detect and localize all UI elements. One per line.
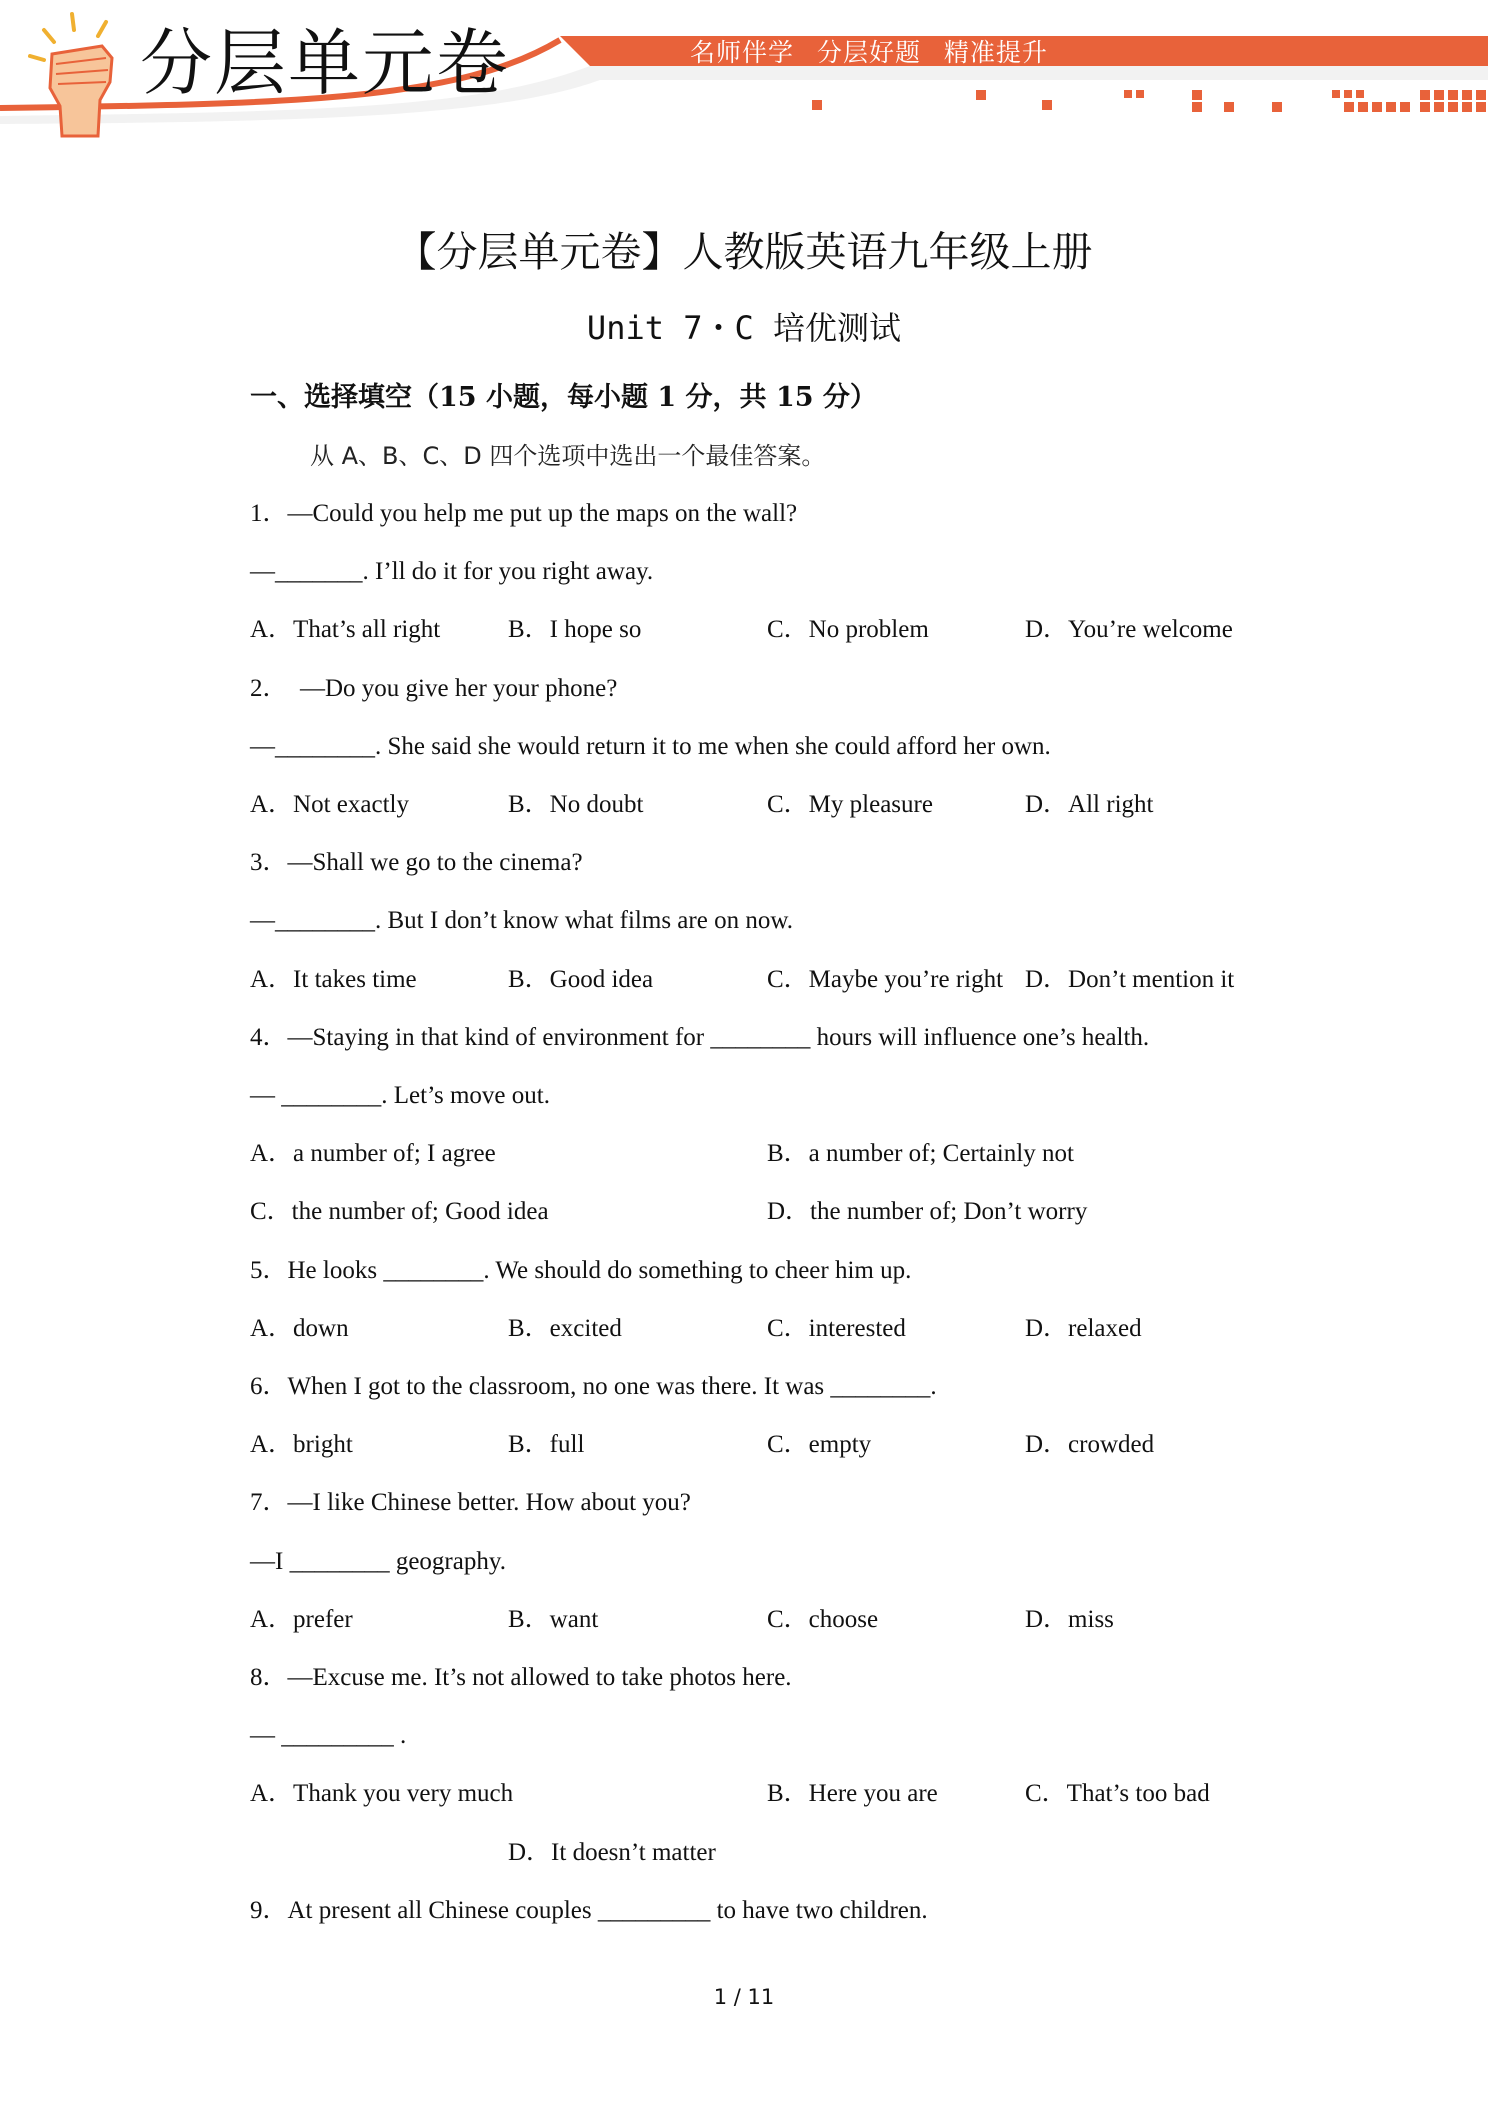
answer-option: C．Maybe you’re right <box>767 966 1004 993</box>
question-line: A．It takes time <box>250 966 417 993</box>
question-line: 2． —Do you give her your phone? <box>250 675 618 702</box>
answer-option: C．No problem <box>767 616 929 643</box>
answer-option: D．relaxed <box>1025 1315 1142 1342</box>
question-line: —I ________ geography. <box>250 1548 506 1575</box>
logo-text: 分层单元卷 <box>140 21 511 105</box>
answer-option: D．crowded <box>1025 1431 1155 1458</box>
question-line: —________. But I don’t know what films are on now. <box>250 907 794 934</box>
question-line: A．down <box>250 1315 349 1342</box>
question-line: 7．—I like Chinese better. How about you? <box>250 1489 691 1516</box>
question-line: A．prefer <box>250 1606 353 1633</box>
answer-option: C．My pleasure <box>767 791 933 818</box>
question-line: — ________. Let’s move out. <box>250 1082 550 1109</box>
fist-logo-icon <box>22 8 132 138</box>
answer-option: C．choose <box>767 1606 879 1633</box>
question-line: —________. She said she would return it to me when she could afford her own. <box>250 733 1051 760</box>
answer-option: C．That’s too bad <box>1025 1780 1210 1807</box>
question-line: 4．—Staying in that kind of environment for ________ hours will influence one’s health. <box>250 1024 1150 1051</box>
document-subtitle: Unit 7・C 培优测试 <box>586 309 902 347</box>
section-instruction: 从 A、B、C、D 四个选项中选出一个最佳答案。 <box>310 442 826 470</box>
answer-option: C．interested <box>767 1315 906 1342</box>
answer-option: B．Here you are <box>767 1780 938 1807</box>
question-line: 5．He looks ________. We should do something to cheer him up. <box>250 1257 912 1284</box>
answer-option: B．a number of; Certainly not <box>767 1140 1074 1167</box>
answer-option: B．want <box>508 1606 599 1633</box>
answer-option: B．Good idea <box>508 966 654 993</box>
question-line: —_______. I’ll do it for you right away. <box>250 558 654 585</box>
question-line: — _________ . <box>250 1722 407 1749</box>
question-line: A．a number of; I agree <box>250 1140 496 1167</box>
section-heading: 一、选择填空（15 小题，每小题 1 分，共 15 分） <box>250 382 877 413</box>
answer-option: D．All right <box>1025 791 1154 818</box>
answer-option: D．miss <box>1025 1606 1114 1633</box>
question-line: A．Not exactly <box>250 791 409 818</box>
question-line: 1．—Could you help me put up the maps on the wall? <box>250 500 798 527</box>
header-slogan: 名师伴学 分层好题 精准提升 <box>690 38 1048 67</box>
question-line: A．Thank you very much <box>250 1780 514 1807</box>
question-line: 6．When I got to the classroom, no one was there. It was ________. <box>250 1373 937 1400</box>
answer-option: B．No doubt <box>508 791 644 818</box>
question-line: A．bright <box>250 1431 353 1458</box>
answer-option: B．excited <box>508 1315 622 1342</box>
answer-option: C．empty <box>767 1431 872 1458</box>
answer-option: B．I hope so <box>508 616 642 643</box>
answer-option: D．the number of; Don’t worry <box>767 1198 1088 1225</box>
answer-option: D．It doesn’t matter <box>508 1839 716 1866</box>
question-line: 3．—Shall we go to the cinema? <box>250 849 583 876</box>
page-header <box>0 0 1488 140</box>
answer-option: D．Don’t mention it <box>1025 966 1235 993</box>
question-line: C．the number of; Good idea <box>250 1198 549 1225</box>
page-indicator: 1 / 11 <box>713 1985 775 2009</box>
question-line: A．That’s all right <box>250 616 441 643</box>
question-line: 9．At present all Chinese couples _________ to have two children. <box>250 1897 928 1924</box>
document-title: 【分层单元卷】人教版英语九年级上册 <box>395 228 1093 276</box>
question-line: 8．—Excuse me. It’s not allowed to take photos here. <box>250 1664 792 1691</box>
answer-option: D．You’re welcome <box>1025 616 1233 643</box>
answer-option: B．full <box>508 1431 585 1458</box>
